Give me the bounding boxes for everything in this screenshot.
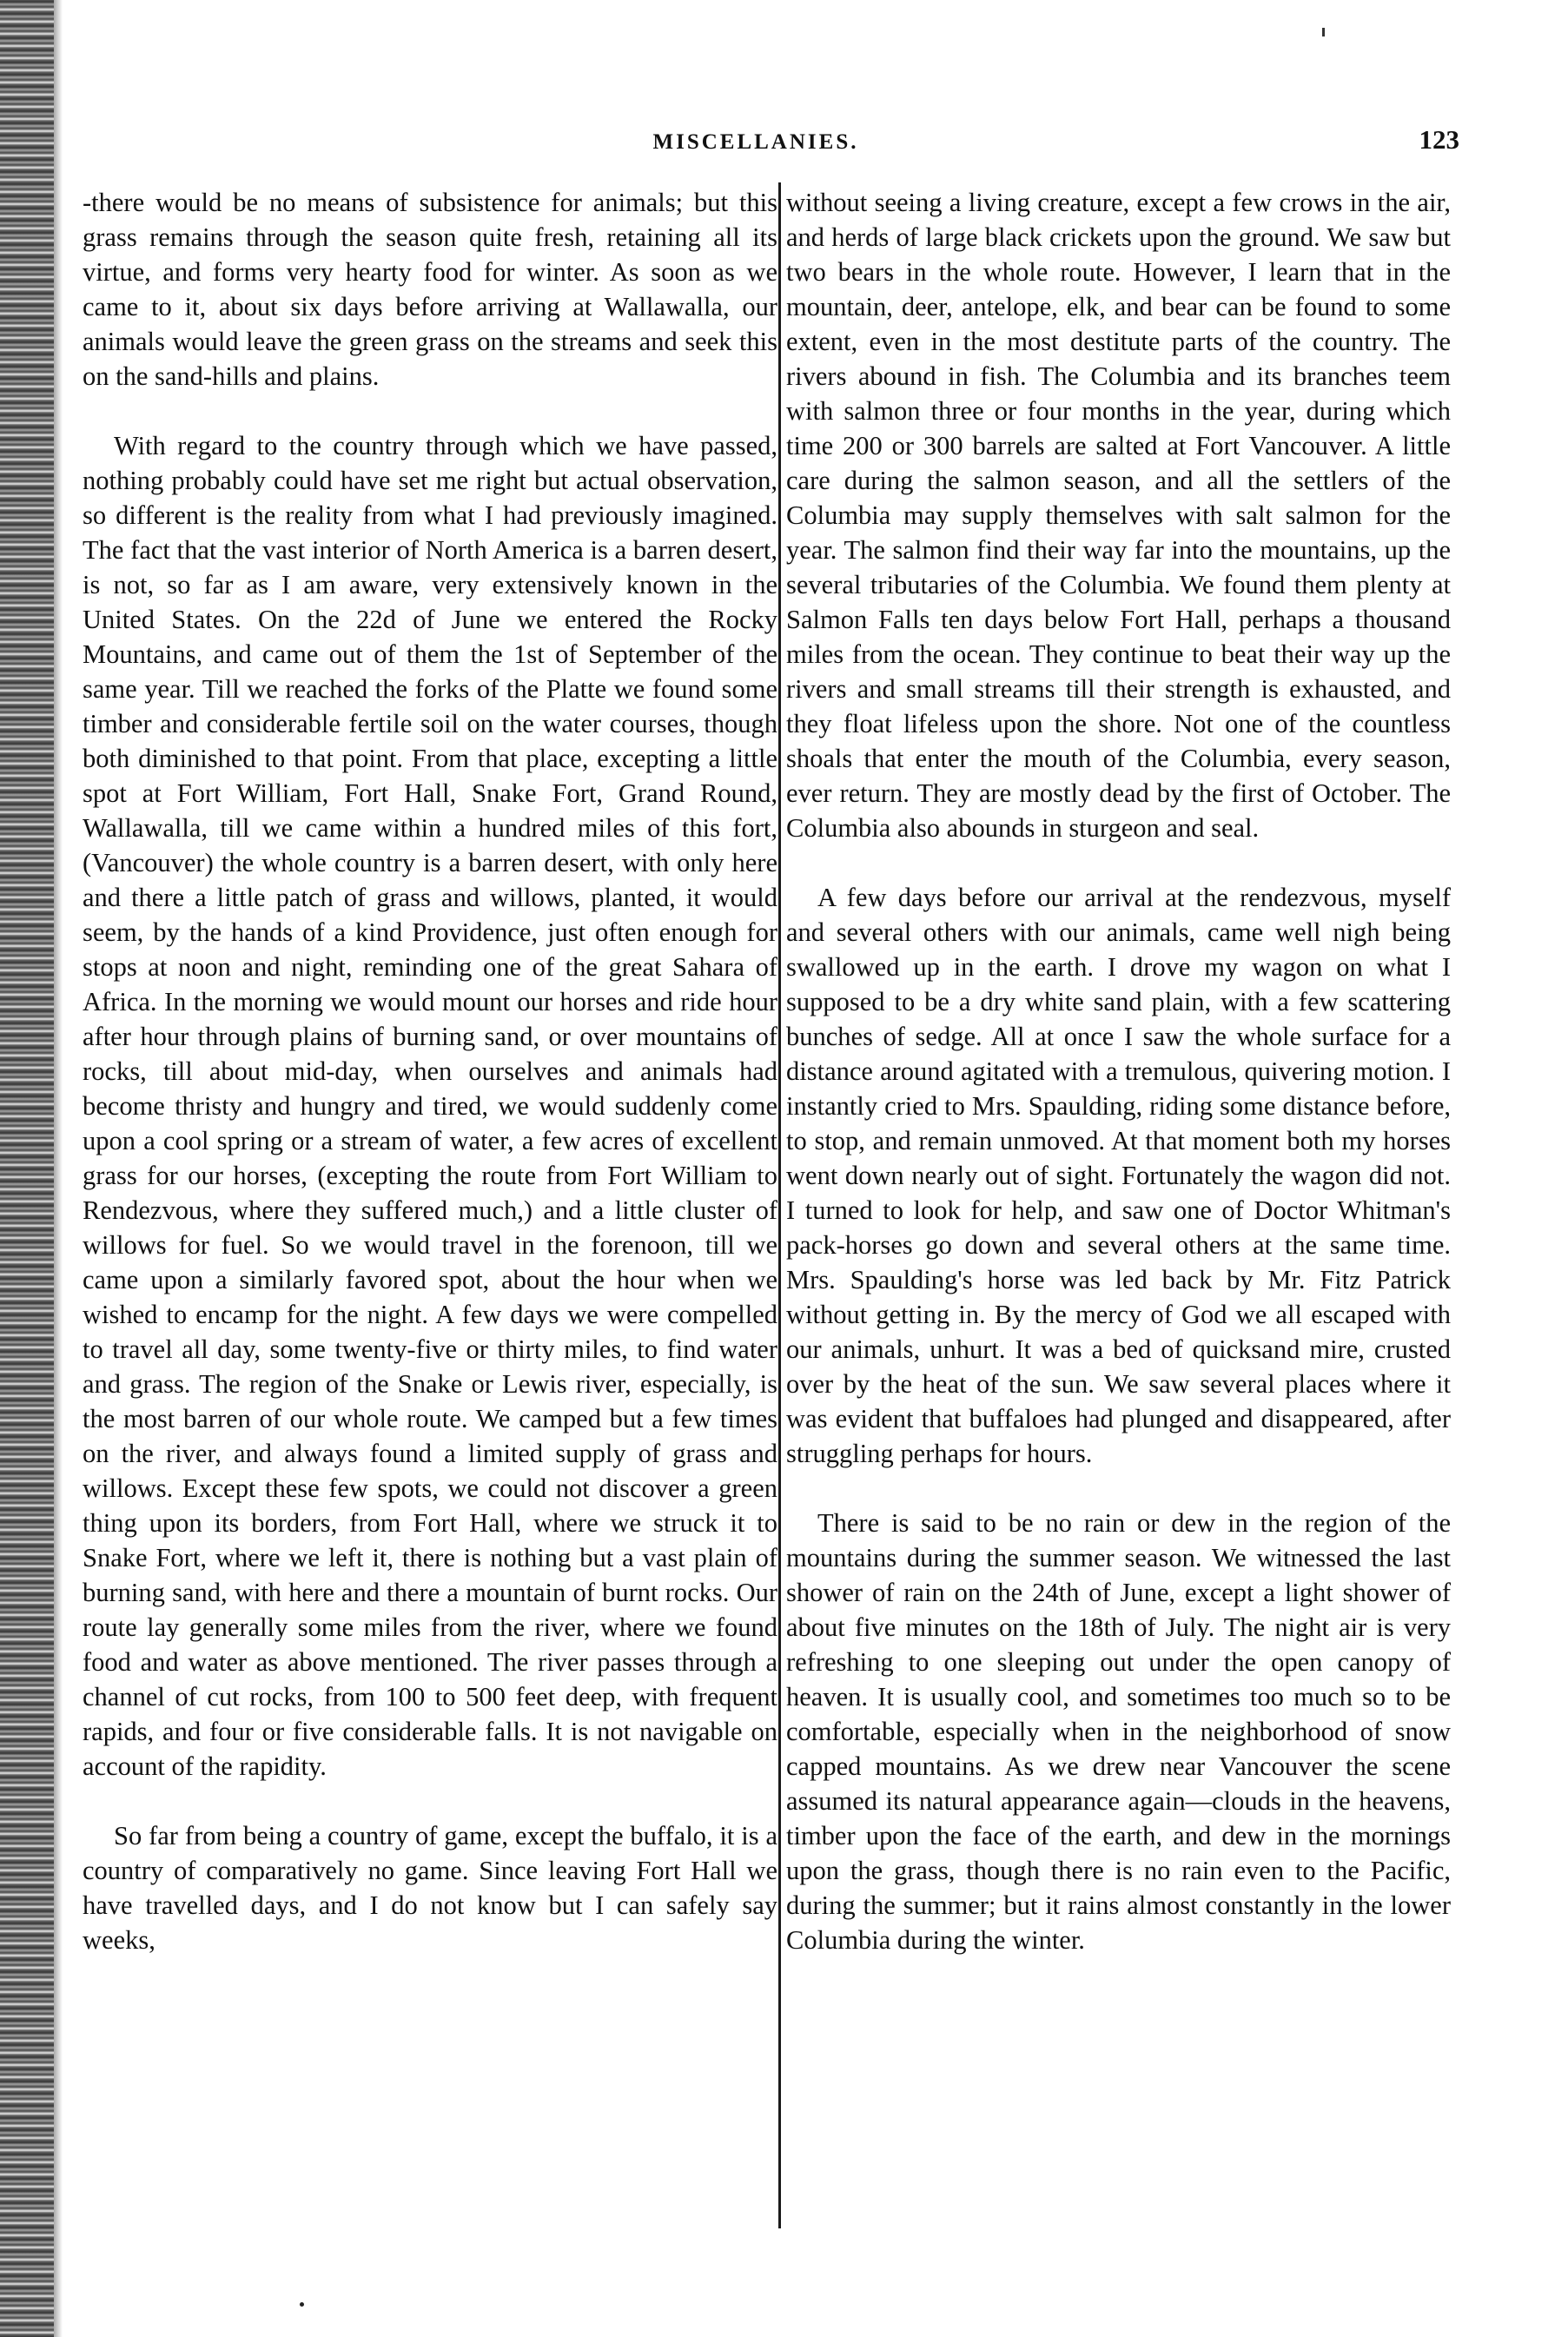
paragraph: There is said to be no rain or dew in the region of the mountains during the summer season. We witnessed the last shower of rain on the 24th of June, except a light shower of about five minutes on the 18th of July. The night air is very refreshing to one sleeping out under the open canopy of heaven. It is usually cool, and sometimes too much so to be comfortable, especially when in the neighborhood of snow capped mountains. As we drew near Vancouver the scene assumed its natural appearance again—clouds in the heavens, timber upon the face of the earth, and dew in the mornings upon the grass, though there is no rain even to the Pacific, during the summer; but it rains almost constantly in the lower Columbia during the winter. (786, 1508, 1451, 1955)
page-number: 123 (1419, 124, 1459, 155)
paragraph: A few days before our arrival at the rendezvous, myself and several others with our animals, came well nigh being swallowed up in the earth. I drove my wagon on what I supposed to be a dry white sand plain, with a few scattering bunches of sedge. All at once I saw the whole surface for a distance around agitated with a tremulous, quivering motion. I instantly cried to Mrs. Spaulding, riding some distance before, to stop, and remain unmoved. At that moment both my horses went down nearly out of sight. Fortunately the wagon did not. I turned to look for help, and saw one of Doctor Whitman's pack-horses go down and several others at the same time. Mrs. Spaulding's horse was led back by Mr. Fitz Patrick without getting in. By the mercy of God we all escaped with our animals, unhurt. It was a bed of quicksand mire, crusted over by the heat of the sun. We saw several places where it was evident that buffaloes had plunged and disappeared, after struggling perhaps for hours. (786, 883, 1451, 1468)
left-column (83, 185, 777, 1992)
book-binding-edge (0, 0, 54, 2337)
paragraph: With regard to the country through which we have passed, nothing probably could have set me right but actual observation, so different is the reality from what I had previously imagined. The fact that the vast interior of North America is a barren desert, is not, so far as I am aware, very extensively known in the United States. On the 22d of June we entered the Rocky Mountains, and came out of them the 1st of September of the same year. Till we reached the forks of the Platte we found some timber and considerable fertile soil on the water courses, though both diminished to that point. From that place, excepting a little spot at Fort William, Fort Hall, Snake Fort, Grand Round, Wallawalla, till we came within a hundred miles of this fort, (Vancouver) the whole country is a barren desert, with only here and there a little patch of grass and willows, planted, it would seem, by the hands of a kind Providence, just often enough for stops at noon and night, reminding one of the great Sahara of Africa. In the morning we would mount our horses and ride hour after hour through plains of burning sand, or over mountains of rocks, till about mid-day, when ourselves and animals had become thristy and hungry and tired, we would suddenly come upon a cool spring or a stream of water, a few acres of excellent grass for our horses, (excepting the route from Fort William to Rendezvous, where they suffered much,) and a little cluster of willows for fuel. So we would travel in the forenoon, till we came upon a similarly favored spot, about the hour when we wished to encamp for the night. A few days we were compelled to travel all day, some twenty-five or thirty miles, to find water and grass. The region of the Snake or Lewis river, especially, is the most barren of our whole route. We camped but a few times on the river, and always found a limited supply of grass and willows. Except these few spots, we could not discover a green thing upon its borders, from Fort Hall, where we struck it to Snake Fort, where we left it, there is nothing but a vast plain of burning sand, with here and there a mountain of burnt rocks. Our route lay generally some miles from the river, where we found food and water as above mentioned. The river passes through a channel of cut rocks, from 100 to 500 feet deep, with frequent rapids, and four or five considerable falls. It is not navigable on account of the rapidity. (83, 431, 777, 1781)
right-column (786, 185, 1451, 1992)
paragraph: without seeing a living creature, except a few crows in the air, and herds of large black crickets upon the ground. We saw but two bears in the whole route. However, I learn that in the mountain, deer, antelope, elk, and bear can be found to some extent, even in the most destitute parts of the country. The rivers abound in fish. The Columbia and its branches teem with salmon three or four months in the year, during which time 200 or 300 barrels are salted at Fort Vancouver. A little care during the salmon season, and all the settlers of the Columbia may supply themselves with salt salmon for the year. The salmon find their way far into the mountains, up the several tributaries of the Columbia. We found them plenty at Salmon Falls ten days below Fort Hall, perhaps a thousand miles from the ocean. They continue to beat their way up the rivers and small streams till their strength is exhausted, and they float lifeless upon the shore. Not one of the countless shoals that enter the mouth of the Columbia, every season, ever return. They are mostly dead by the first of October. The Columbia also abounds in sturgeon and seal. (786, 188, 1451, 843)
paragraph: -there would be no means of subsistence for animals; but this grass remains through the season quite fresh, retaining all its virtue, and forms very hearty food for winter. As soon as we came to it, about six days before arriving at Wallawalla, our animals would leave the green grass on the streams and seek this on the sand-hills and plains. (83, 188, 777, 391)
gutter-shadow (54, 0, 63, 2337)
stray-mark (1322, 28, 1325, 36)
column-divider (778, 182, 781, 2228)
paragraph: So far from being a country of game, except the buffalo, it is a country of comparatively no game. Since leaving Fort Hall we have travelled days, and I do not know but I can safely say weeks, (83, 1821, 777, 1955)
running-title: MISCELLANIES. (652, 130, 859, 154)
ink-speck (300, 2302, 304, 2307)
